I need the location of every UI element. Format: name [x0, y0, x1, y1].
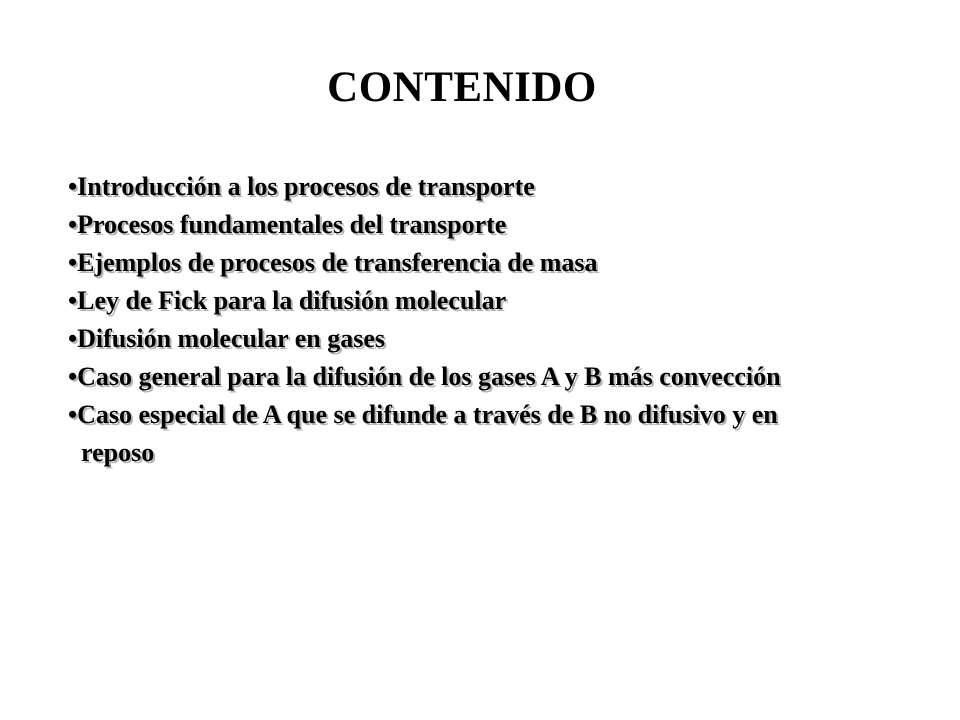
list-item — [68, 244, 948, 282]
bullet-icon: • — [68, 248, 78, 277]
list-item-text: Ejemplos de procesos de transferencia de masa — [77, 248, 598, 277]
list-item-text: Caso general para la difusión de los gases A y B más convección — [77, 362, 781, 391]
bullet-icon: • — [68, 362, 78, 391]
list-item-text: Ley de Fick para la difusión molecular — [77, 286, 507, 315]
slide-title: CONTENIDO — [327, 64, 597, 111]
list-item-text: Caso especial de A que se difunde a través de B no difusivo y en — [77, 400, 778, 429]
bullet-icon: • — [68, 286, 78, 315]
bullet-icon: • — [68, 210, 78, 239]
list-item — [68, 168, 948, 206]
bullet-icon: • — [68, 324, 78, 353]
list-item — [68, 206, 948, 244]
list-item — [68, 358, 948, 396]
list-item-text: Introducción a los procesos de transporte — [77, 172, 535, 201]
contents-list — [68, 168, 948, 472]
list-item — [68, 282, 948, 320]
list-item-text: Difusión molecular en gases — [77, 324, 386, 353]
list-item — [68, 320, 948, 358]
list-item-text: Procesos fundamentales del transporte — [77, 210, 507, 239]
list-item — [68, 396, 948, 434]
bullet-icon: • — [68, 172, 78, 201]
list-item-continuation: reposo — [81, 438, 155, 467]
bullet-icon: • — [68, 400, 78, 429]
